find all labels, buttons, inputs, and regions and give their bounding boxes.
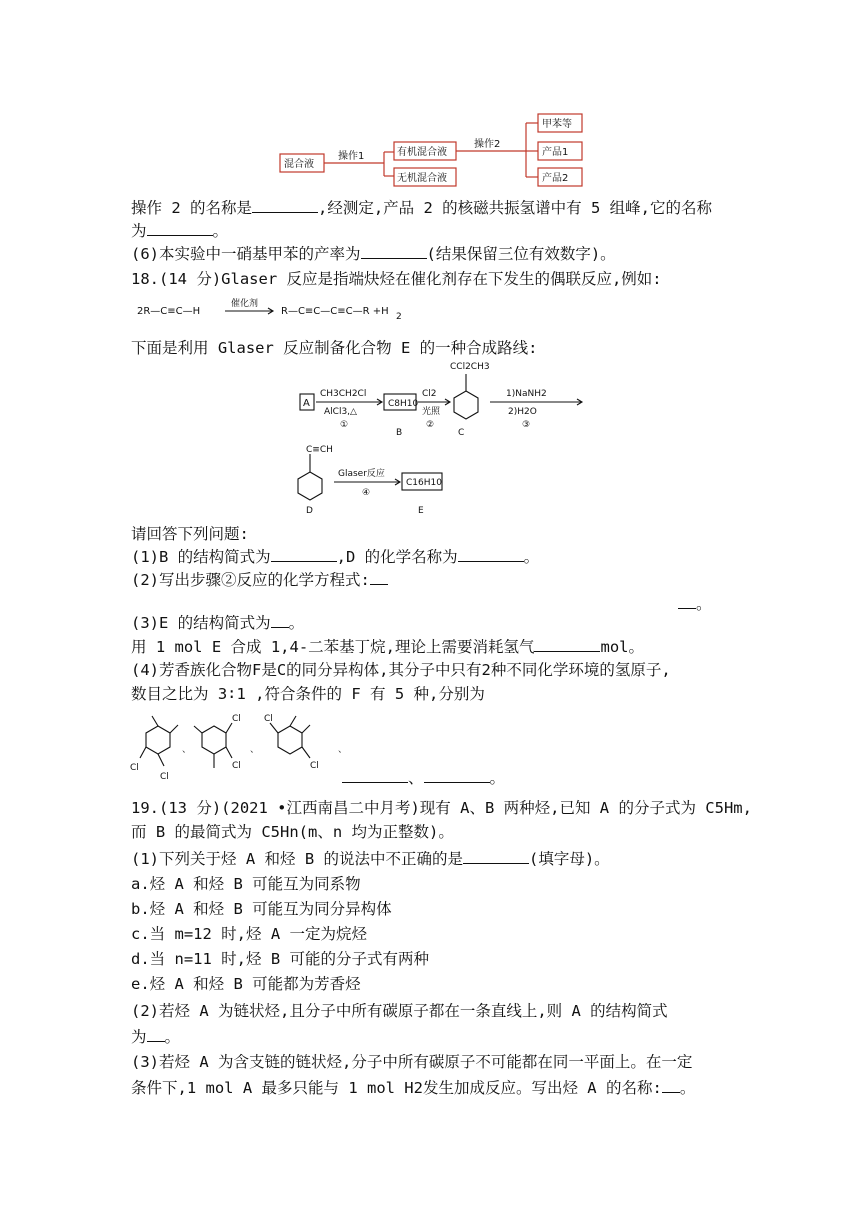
q19-part1: (1)下列关于烃 A 和烃 B 的说法中不正确的是 (填字母)。 [131,847,610,870]
separation-flowchart [278,110,618,190]
svg-text:D: D [306,506,313,516]
answer-blank[interactable] [271,545,337,562]
svg-text:AlCl3,△: AlCl3,△ [324,407,357,417]
q19-part2-end: 为 。 [131,1025,180,1048]
q18-part3-h2: 用 1 mol E 合成 1,4-二苯基丁烷,理论上需要消耗氢气 mol。 [131,635,644,658]
synthesis-scheme [290,356,610,516]
q18-part2: (2)写出步骤②反应的化学方程式: [131,568,388,591]
svg-text:Glaser反应: Glaser反应 [338,469,385,479]
svg-text:A: A [303,398,310,409]
svg-text:C16H10: C16H10 [406,478,442,488]
q19-option-e: e.烃 A 和烃 B 可能都为芳香烃 [131,975,361,993]
q18-part3: (3)E 的结构简式为 。 [131,611,304,634]
q17-line3: (6)本实验中一硝基甲苯的产率为 (结果保留三位有效数字)。 [131,242,616,265]
svg-text:、: 、 [338,745,348,755]
svg-text:CH3CH2Cl: CH3CH2Cl [320,389,367,399]
q17-line2: 为 。 [131,219,228,242]
svg-text:Cl2: Cl2 [422,389,437,399]
flow-op2: 操作2 [474,139,501,150]
flow-op1: 操作1 [338,151,365,162]
svg-text:③: ③ [522,420,531,430]
svg-text:、: 、 [182,745,192,755]
answer-blank[interactable] [678,592,696,609]
q17-line1: 操作 2 的名称是 ,经测定,产品 2 的核磁共振氢谱中有 5 组峰,它的名称 [131,196,712,219]
answer-blank[interactable] [424,766,490,783]
flow-mix: 混合液 [284,159,314,170]
answer-blank[interactable] [361,242,427,259]
answer-blank[interactable] [370,568,388,585]
flow-product-2: 产品2 [542,173,569,184]
svg-text:Cl: Cl [232,714,241,724]
glaser-equation [131,296,431,324]
svg-text:C8H10: C8H10 [388,399,419,409]
eq-left: 2R—C≡C—H [137,306,201,317]
q19-option-d: d.当 n=11 时,烃 B 可能的分子式有两种 [131,950,429,968]
svg-text:Cl: Cl [264,714,273,724]
svg-text:1)NaNH2: 1)NaNH2 [506,389,547,399]
q19-option-c: c.当 m=12 时,烃 A 一定为烷烃 [131,925,367,943]
q18-ask: 请回答下列问题: [131,525,249,543]
eq-right: R—C≡C—C≡C—R +H [281,306,389,317]
eq-catalyst: 催化剂 [231,299,259,309]
svg-text:Cl: Cl [160,772,169,782]
answer-blank[interactable] [252,196,318,213]
flow-organic: 有机混合液 [397,147,447,158]
q19-part3: (3)若烃 A 为含支链的链状烃,分子中所有碳原子不可能都在同一平面上。在一定 [131,1053,693,1071]
q18-part4-line1: (4)芳香族化合物F是C的同分异构体,其分子中只有2种不同化学环境的氢原子, [131,661,671,679]
answer-blank[interactable] [458,545,524,562]
eq-h2-sub: 2 [396,312,402,322]
answer-blank[interactable] [662,1076,680,1093]
q19-line1: 19.(13 分)(2021 •江西南昌二中月考)现有 A、B 两种烃,已知 A 的分子式为 C5Hm, [131,799,752,817]
answer-blank[interactable] [463,847,529,864]
answer-blank[interactable] [147,1025,165,1042]
q18-part4-answers: 、 。 [342,766,505,789]
svg-text:CCl2CH3: CCl2CH3 [450,362,490,372]
svg-text:Cl: Cl [310,761,319,771]
svg-text:、: 、 [250,745,260,755]
q19-option-b: b.烃 A 和烃 B 可能互为同分异构体 [131,900,392,918]
flow-product-toluene: 甲苯等 [542,119,572,130]
q18-part1: (1)B 的结构简式为 ,D 的化学名称为 。 [131,545,539,568]
svg-text:E: E [418,506,424,516]
q19-option-a: a.烃 A 和烃 B 可能互为同系物 [131,875,361,893]
flow-product-1: 产品1 [542,147,569,158]
q19-part2: (2)若烃 A 为链状烃,且分子中所有碳原子都在一条直线上,则 A 的结构简式 [131,1002,668,1020]
q18-part4-line2: 数目之比为 3∶1 ,符合条件的 F 有 5 种,分别为 [131,685,485,703]
answer-blank[interactable] [534,635,600,652]
q19-line2: 而 B 的最简式为 C5Hn(m、n 均为正整数)。 [131,823,454,841]
svg-text:①: ① [340,420,349,430]
answer-blank[interactable] [271,611,289,628]
svg-text:C≡CH: C≡CH [306,445,333,455]
q19-part3-end: 条件下,1 mol A 最多只能与 1 mol H2发生加成反应。写出烃 A 的名称: 。 [131,1076,695,1099]
flow-inorganic: 无机混合液 [397,173,447,184]
svg-text:Cl: Cl [130,763,139,773]
svg-text:Cl: Cl [232,761,241,771]
answer-blank[interactable] [147,219,213,236]
svg-text:2)H2O: 2)H2O [508,407,537,417]
svg-text:④: ④ [362,488,371,498]
svg-text:C: C [458,428,465,438]
answer-blank[interactable] [342,766,408,783]
isomer-structures [128,708,368,784]
svg-text:B: B [396,428,403,438]
svg-text:光照: 光照 [422,407,441,417]
svg-text:②: ② [426,420,435,430]
route-intro: 下面是利用 Glaser 反应制备化合物 E 的一种合成路线: [131,339,538,357]
q18-part2-end: 。 [678,592,712,615]
q18-intro: 18.(14 分)Glaser 反应是指端炔烃在催化剂存在下发生的偶联反应,例如: [131,270,662,288]
